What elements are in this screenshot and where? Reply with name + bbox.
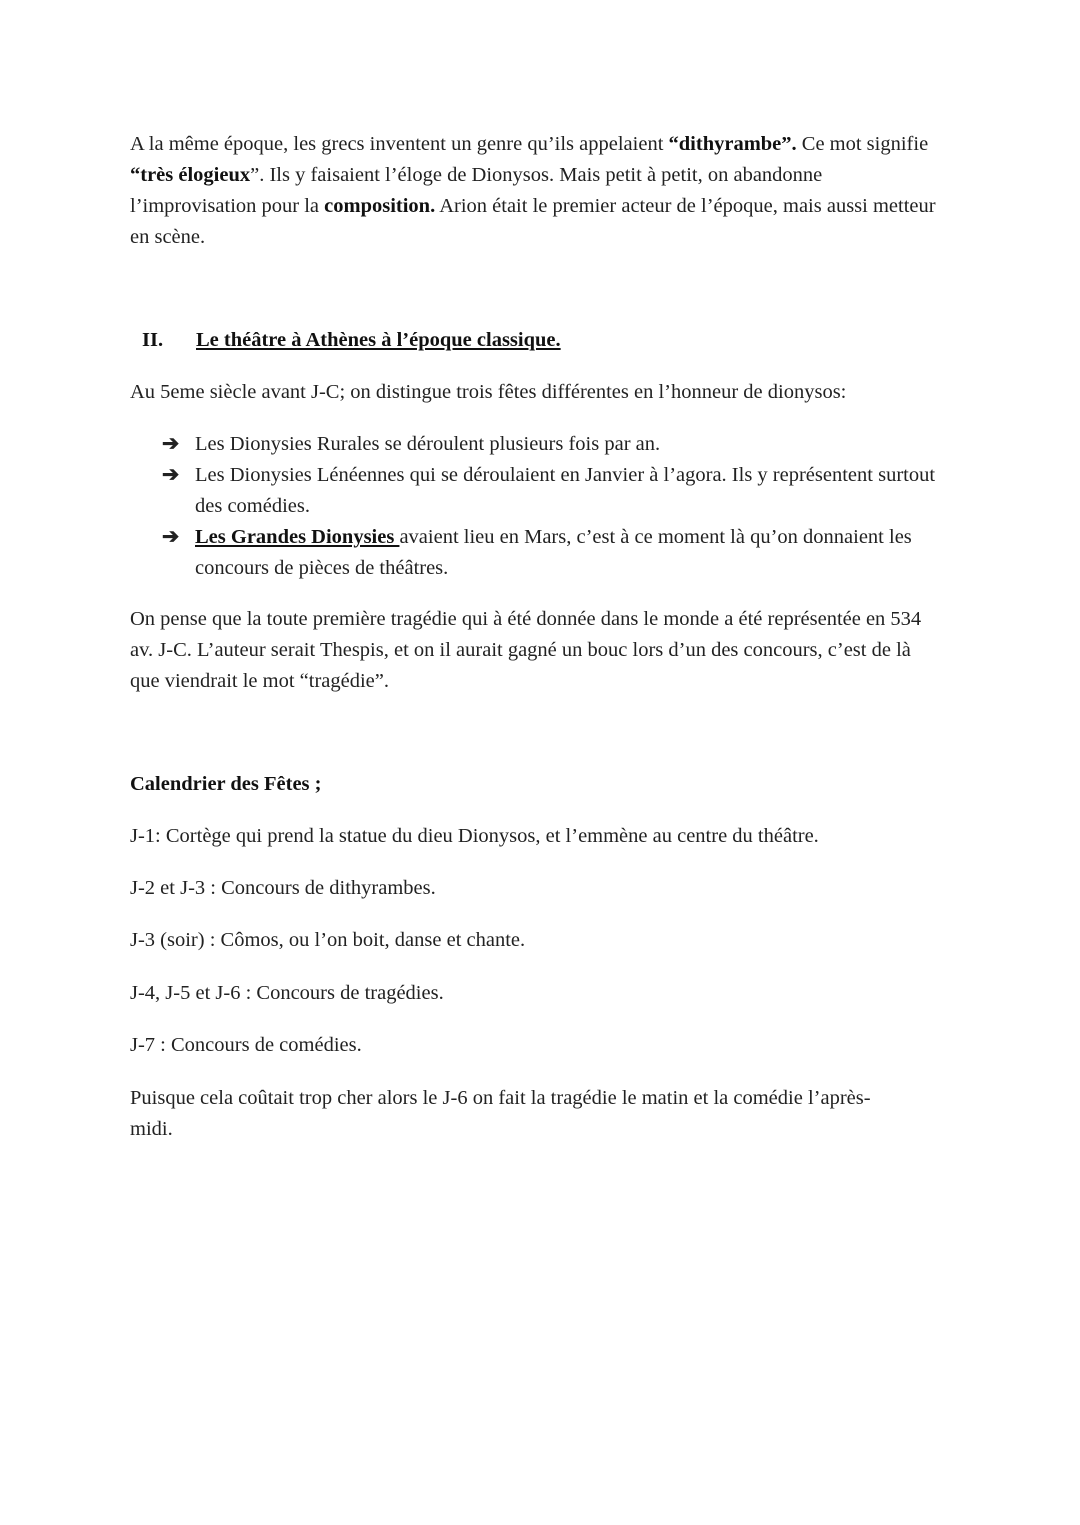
text: ”. Ils y faisaient l’éloge de Dionysos. Mais petit à petit, on abandonne l’improvisation pour la	[130, 164, 823, 217]
arrow-icon: ➔	[162, 433, 180, 455]
text: A la même époque, les grecs inventent un genre qu’ils appelaient	[130, 133, 669, 155]
arrow-icon: ➔	[162, 526, 180, 548]
section-heading	[130, 325, 945, 356]
text: Arion était le premier acteur de l’époque, mais aussi metteur en scène.	[130, 195, 936, 248]
calendar-title	[130, 769, 945, 800]
list-item	[162, 522, 942, 584]
paragraph-dithyrambe	[130, 129, 945, 253]
tragedy-paragraph: On pense que la toute première tragédie qui à été donnée dans le monde a été représentée en 534 av. J-C. L’auteur serait Thespis, et on il aurait gagné un bouc lors d’un des concours, c’est de là que viendrait le mot “tragédie”.	[130, 608, 922, 692]
calendar-item: J-2 et J-3 : Concours de dithyrambes.	[130, 877, 436, 899]
arrow-icon: ➔	[162, 464, 180, 486]
list-item	[162, 460, 942, 522]
festival-list	[162, 429, 942, 584]
bold-term: “dithyrambe”.	[668, 133, 797, 155]
calendar-item: J-3 (soir) : Cômos, ou l’on boit, danse et chante.	[130, 929, 526, 951]
list-item-text: avaient lieu en Mars, c’est à ce moment là qu’on donnaient les concours de pièces de théâtres.	[195, 526, 912, 579]
calendar-note: Puisque cela coûtait trop cher alors le J-6 on fait la tragédie le matin et la comédie l’après-midi.	[130, 1087, 871, 1140]
section-title: Le théâtre à Athènes à l’époque classique.	[196, 329, 561, 351]
calendar-item: J-1: Cortège qui prend la statue du dieu Dionysos, et l’emmène au centre du théâtre.	[130, 825, 819, 847]
calendar-item: J-7 : Concours de comédies.	[130, 1034, 362, 1056]
section-number: II.	[142, 329, 164, 351]
bold-term: “très élogieux	[130, 164, 251, 186]
text: Ce mot signifie	[796, 133, 929, 155]
bold-underlined-term: Les Grandes Dionysies	[195, 526, 400, 548]
list-item-text: Les Dionysies Rurales se déroulent plusieurs fois par an.	[195, 433, 661, 455]
calendar-title-text: Calendrier des Fêtes ;	[130, 773, 322, 795]
intro-paragraph: Au 5eme siècle avant J-C; on distingue trois fêtes différentes en l’honneur de dionysos:	[130, 381, 847, 403]
list-item-text: Les Dionysies Lénéennes qui se déroulaient en Janvier à l’agora. Ils y représentent surtout des comédies.	[195, 464, 936, 517]
bold-term: composition.	[324, 195, 436, 217]
calendar-item: J-4, J-5 et J-6 : Concours de tragédies.	[130, 982, 444, 1004]
list-item	[162, 429, 942, 460]
